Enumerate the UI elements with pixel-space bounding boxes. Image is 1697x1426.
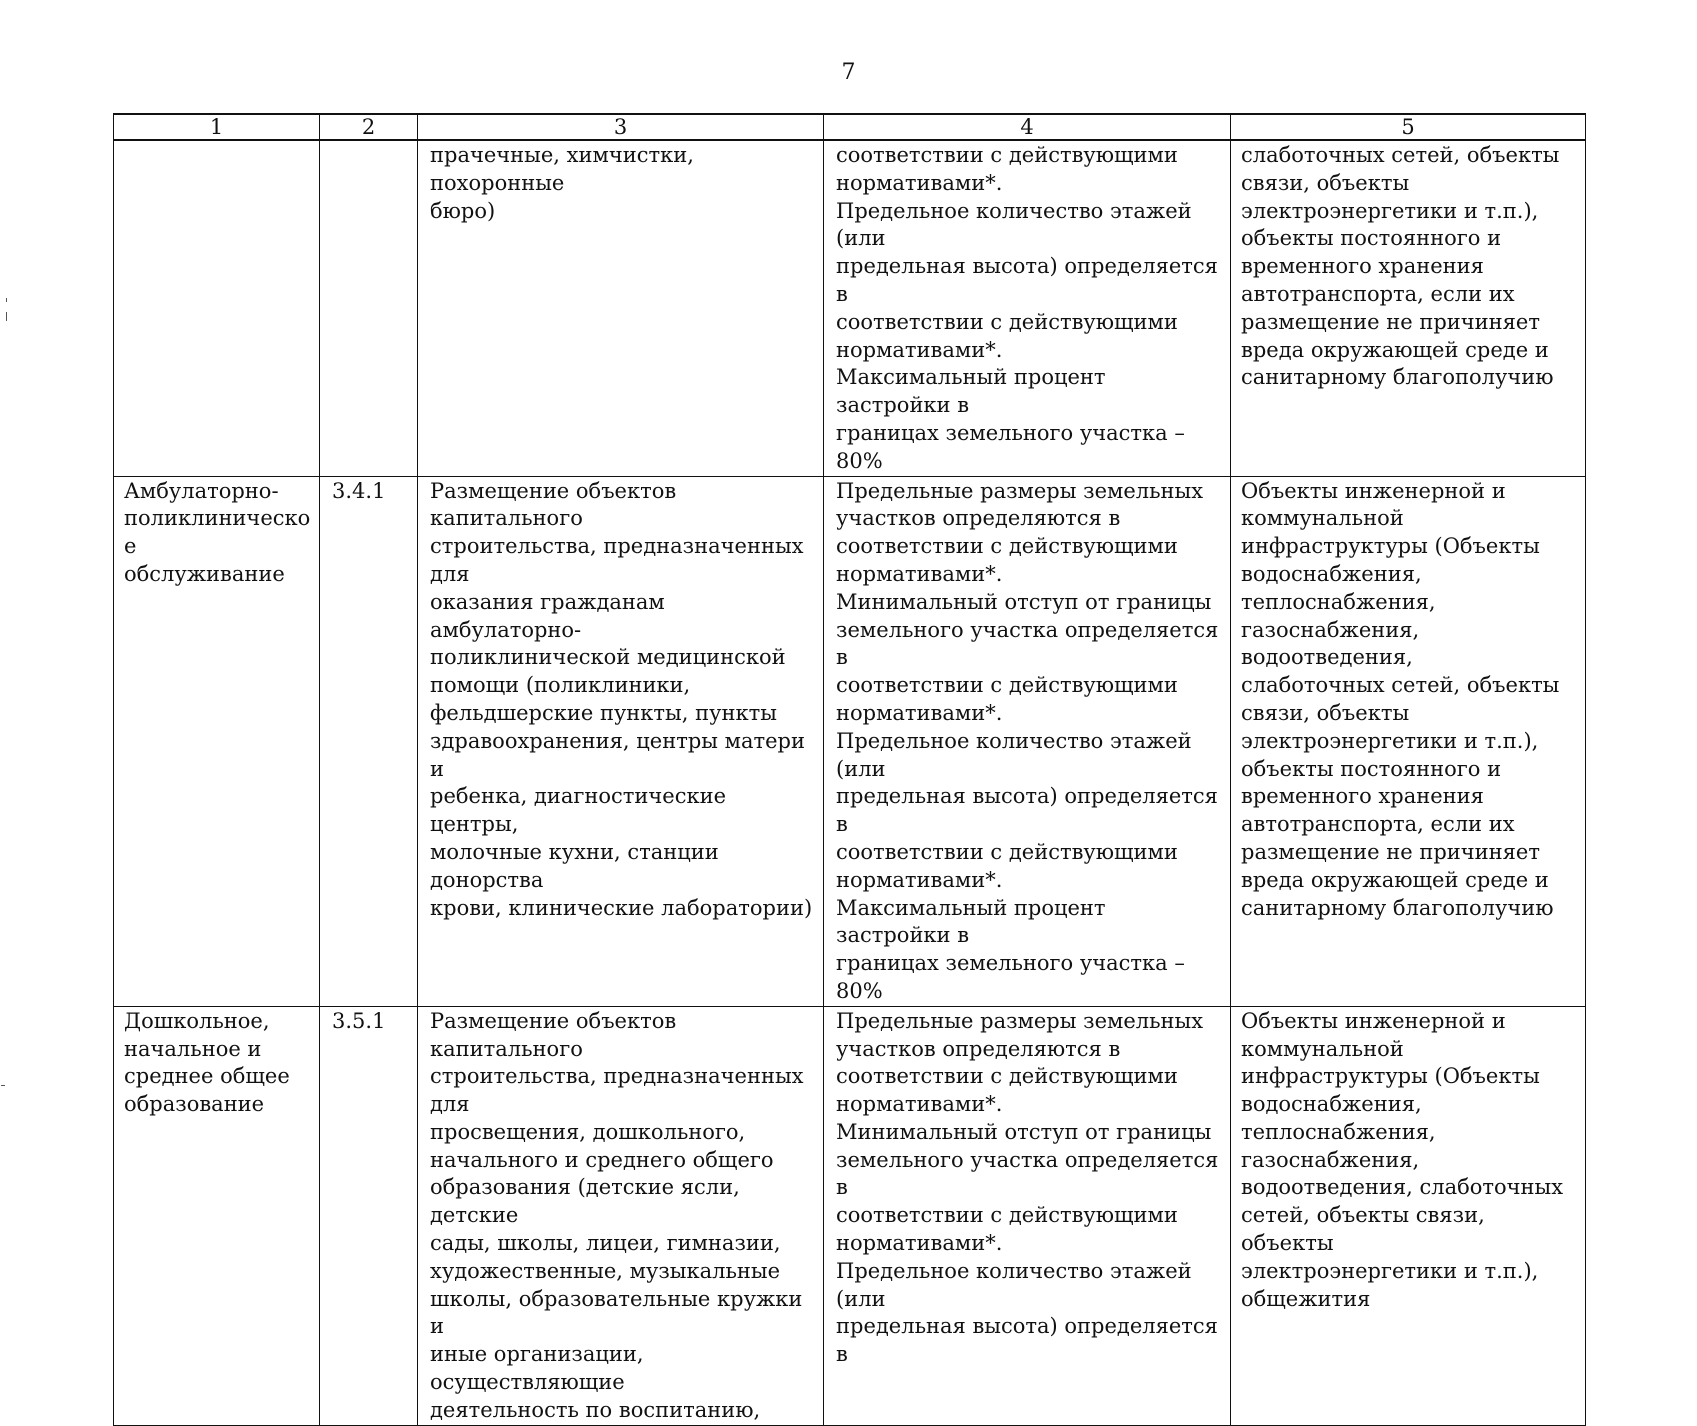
land-use-table [113, 113, 1586, 1426]
parameters-cell: Предельные размеры земельных участков определяются в соответствии с действующими нормативами*. Минимальный отступ от границы земельного участка определяется в соответствии с действующими нормативами*. Предельное количество этажей (или предельная высота) определяется в соответствии с действующими нормативами*. Максимальный процент застройки в границах земельного участка – 80% [824, 476, 1231, 1006]
auxiliary-uses-cell: Объекты инженерной и коммунальной инфраструктуры (Объекты водоснабжения, теплоснабжения, газоснабжения, водоотведения, слаботочных сетей, объекты связи, объекты электроэнергетики и т.п.), общежития [1231, 1006, 1586, 1425]
land-use-description-cell: Размещение объектов капитального строительства, предназначенных для оказания гражданам амбулаторно- поликлинической медицинской помощи (поликлиники, фельдшерские пункты, пункты здравоохранения, центры матери и ребенка, диагностические центры, молочные кухни, станции донорства крови, клинические лаборатории) [418, 476, 824, 1006]
land-use-name-cell: Дошкольное, начальное и среднее общее образование [114, 1006, 320, 1425]
column-header: 4 [824, 114, 1231, 140]
land-use-name-cell: Амбулаторно- поликлиническое обслуживание [114, 476, 320, 1006]
land-use-code-cell [320, 140, 418, 476]
auxiliary-uses-cell: слаботочных сетей, объекты связи, объекты электроэнергетики и т.п.), объекты постоянного и временного хранения автотранспорта, если их размещение не причиняет вреда окружающей среде и санитарному благополучию [1231, 140, 1586, 476]
column-header: 3 [418, 114, 824, 140]
column-header: 1 [114, 114, 320, 140]
auxiliary-uses-cell: Объекты инженерной и коммунальной инфраструктуры (Объекты водоснабжения, теплоснабжения, газоснабжения, водоотведения, слаботочных сетей, объекты связи, объекты электроэнергетики и т.п.), объекты постоянного и временного хранения автотранспорта, если их размещение не причиняет вреда окружающей среде и санитарному благополучию [1231, 476, 1586, 1006]
table-row [114, 1006, 1586, 1425]
scan-mark [1, 1085, 5, 1086]
table-row [114, 140, 1586, 476]
table-row [114, 476, 1586, 1006]
parameters-cell: соответствии с действующими нормативами*. Предельное количество этажей (или предельная высота) определяется в соответствии с действующими нормативами*. Максимальный процент застройки в границах земельного участка – 80% [824, 140, 1231, 476]
land-use-code-cell: 3.5.1 [320, 1006, 418, 1425]
column-header: 5 [1231, 114, 1586, 140]
land-use-code-cell: 3.4.1 [320, 476, 418, 1006]
scan-mark [6, 312, 7, 321]
land-use-description-cell: Размещение объектов капитального строительства, предназначенных для просвещения, дошкольного, начального и среднего общего образования (детские ясли, детские сады, школы, лицеи, гимназии, художественные, музыкальные школы, образовательные кружки и иные организации, осуществляющие деятельность по воспитанию, [418, 1006, 824, 1425]
land-use-description-cell: прачечные, химчистки, похоронные бюро) [418, 140, 824, 476]
page-number: 7 [841, 60, 856, 85]
parameters-cell: Предельные размеры земельных участков определяются в соответствии с действующими нормативами*. Минимальный отступ от границы земельного участка определяется в соответствии с действующими нормативами*. Предельное количество этажей (или предельная высота) определяется в [824, 1006, 1231, 1425]
header-row [114, 114, 1586, 140]
scan-mark [6, 298, 7, 302]
land-use-name-cell [114, 140, 320, 476]
column-header: 2 [320, 114, 418, 140]
